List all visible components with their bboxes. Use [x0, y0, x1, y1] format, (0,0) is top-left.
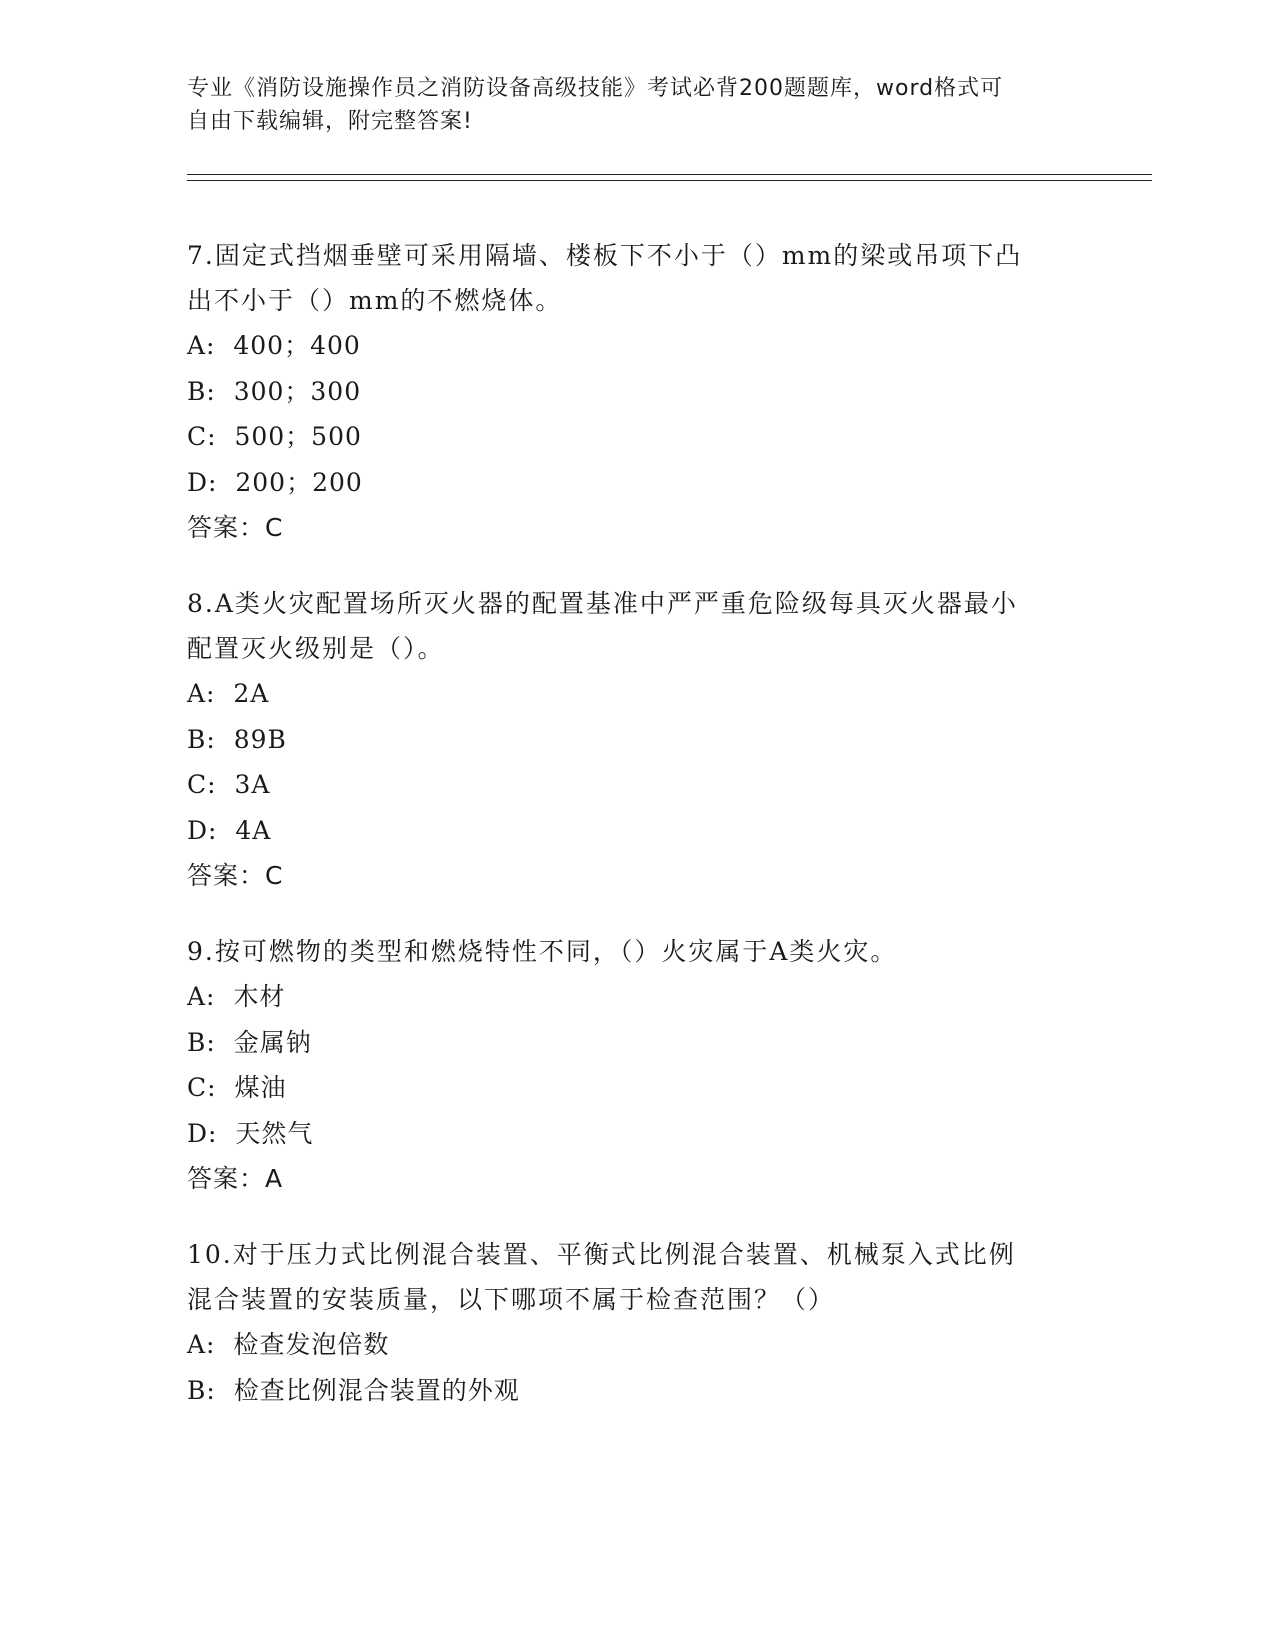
answer: 答案：C — [187, 513, 284, 542]
answer: 答案：C — [187, 861, 284, 890]
header-divider-top — [187, 174, 1152, 175]
question-list — [187, 233, 1087, 1443]
option-b: B: 金属钠 — [187, 1027, 312, 1057]
option-a: A: 400；400 — [187, 331, 361, 360]
option-a: A: 2A — [187, 679, 270, 708]
option-d: D: 200；200 — [187, 467, 363, 497]
option-c: C: 煤油 — [187, 1073, 287, 1102]
question-9 — [187, 929, 1087, 1202]
document-header — [187, 72, 1087, 138]
option-c: C: 500；500 — [187, 422, 362, 451]
question-stem-line: 配置灭火级别是（）。 — [187, 634, 445, 663]
option-d: D: 天然气 — [187, 1118, 314, 1148]
question-7 — [187, 233, 1087, 551]
option-d: D: 4A — [187, 815, 272, 845]
question-8 — [187, 581, 1087, 899]
question-stem-line: 9.按可燃物的类型和燃烧特性不同，（）火灾属于A类火灾。 — [187, 937, 898, 966]
header-line-1: 专业《消防设施操作员之消防设备高级技能》考试必背200题题库，word格式可 — [187, 76, 1004, 101]
option-b: B: 检查比例混合装置的外观 — [187, 1375, 520, 1405]
header-divider-bottom — [187, 180, 1152, 181]
question-stem-line: 出不小于（）mm的不燃烧体。 — [187, 286, 563, 315]
header-line-2: 自由下载编辑，附完整答案! — [187, 109, 473, 134]
question-stem-line: 8.A类火灾配置场所灭火器的配置基准中严严重危险级每具灭火器最小 — [187, 589, 1018, 618]
question-10 — [187, 1232, 1087, 1413]
option-a: A: 检查发泡倍数 — [187, 1330, 390, 1359]
answer: 答案：A — [187, 1164, 284, 1193]
question-stem-line: 7.固定式挡烟垂壁可采用隔墙、楼板下不小于（）mm的梁或吊项下凸 — [187, 241, 1023, 270]
option-a: A: 木材 — [187, 982, 286, 1011]
option-c: C: 3A — [187, 770, 271, 799]
question-stem-line: 10.对于压力式比例混合装置、平衡式比例混合装置、机械泵入式比例 — [187, 1240, 1016, 1269]
question-stem-line: 混合装置的安装质量，以下哪项不属于检查范围？（） — [187, 1285, 836, 1314]
option-b: B: 300；300 — [187, 376, 362, 406]
option-b: B: 89B — [187, 724, 287, 754]
